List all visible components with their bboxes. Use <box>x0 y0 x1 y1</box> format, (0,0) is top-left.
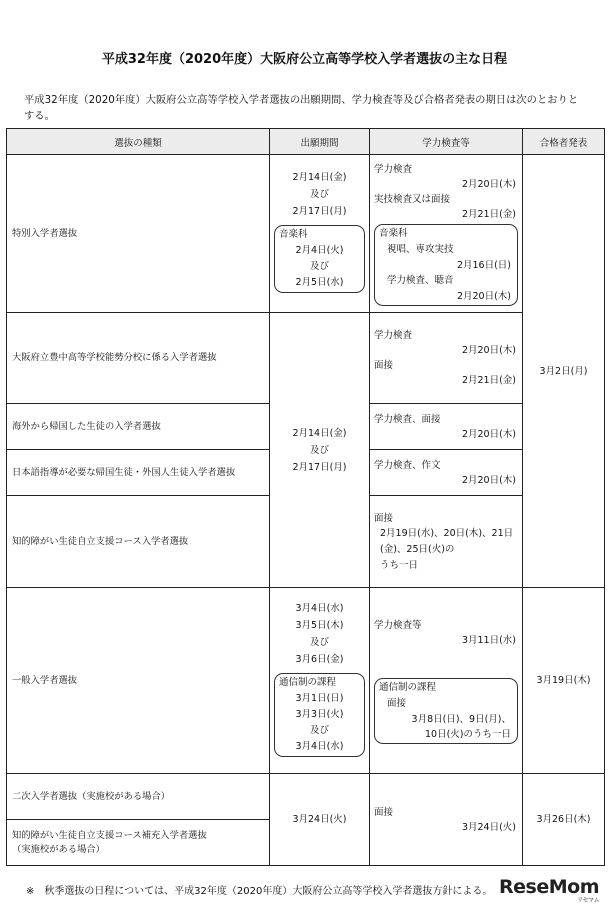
type-overseas: 海外から帰国した生徒の入学者選抜 <box>7 404 270 450</box>
exam-general: 学力検査等 3月11日(水) 通信制の課程 面接 3月8日(日)、9日(月)、 10日(火)のうち一日 <box>370 588 523 774</box>
result-second: 3月26日(木) <box>523 774 605 866</box>
header-result: 合格者発表 <box>523 129 605 155</box>
exam-japanese: 学力検査、作文 2月20日(木) <box>370 450 523 496</box>
result-general: 3月19日(木) <box>523 588 605 774</box>
footnote: ※ 秋季選抜の日程については、平成32年度（2020年度）大阪府公立高等学校入学者選抜方針による。 <box>26 886 493 897</box>
intro-text: 平成32年度（2020年度）大阪府公立高等学校入学者選抜の出願期間、学力検査等及び合格者発表の期日は次のとおりとする。 <box>24 94 579 122</box>
row-general <box>7 588 605 774</box>
exam-second: 面接 3月24日(火) <box>370 774 523 866</box>
header-type: 選抜の種類 <box>7 129 270 155</box>
type-second: 二次入学者選抜（実施校がある場合） <box>7 774 270 820</box>
type-disability: 知的障がい生徒自立支援コース入学者選抜 <box>7 496 270 588</box>
correspondence-exam-bracket: 通信制の課程 面接 3月8日(日)、9日(月)、 10日(火)のうち一日 <box>374 678 518 744</box>
music-bracket: 音楽科 2月4日(火) 及び 2月5日(水) <box>274 225 365 293</box>
app-second: 3月24日(火) <box>270 774 370 866</box>
row-second <box>7 774 605 820</box>
type-supplementary: 知的障がい生徒自立支援コース補充入学者選抜 （実施校がある場合） <box>7 820 270 866</box>
exam-toyonaka: 学力検査 2月20日(木) 面接 2月21日(金) <box>370 313 523 404</box>
exam-special: 学力検査 2月20日(木) 実技検査又は面接 2月21日(金) 音楽科 視唱、専攻実技 2月16日(日) 学力検査、聴音 2月20日(木) <box>370 155 523 313</box>
app-shared: 2月14日(金) 及び 2月17日(月) <box>270 313 370 588</box>
music-exam-bracket: 音楽科 視唱、専攻実技 2月16日(日) 学力検査、聴音 2月20日(木) <box>374 224 518 306</box>
correspondence-bracket: 通信制の課程 3月1日(日) 3月3日(火) 及び 3月4日(水) <box>274 673 365 757</box>
resemom-logo: ReseMom リセマム <box>499 876 599 904</box>
row-toyonaka <box>7 313 605 404</box>
schedule-table <box>6 128 605 866</box>
result-first: 3月2日(月) <box>523 155 605 588</box>
page-title: 平成32年度（2020年度）大阪府公立高等学校入学者選抜の主な日程 <box>101 52 508 67</box>
header-exam: 学力検査等 <box>370 129 523 155</box>
type-toyonaka: 大阪府立豊中高等学校能勢分校に係る入学者選抜 <box>7 313 270 404</box>
type-japanese: 日本語指導が必要な帰国生徒・外国人生徒入学者選抜 <box>7 450 270 496</box>
exam-disability: 面接 2月19日(水)、20日(木)、21日(金)、25日(火)の うち一日 <box>370 496 523 588</box>
type-special: 特別入学者選抜 <box>7 155 270 313</box>
exam-overseas: 学力検査、面接 2月20日(木) <box>370 404 523 450</box>
header-row <box>7 129 605 155</box>
type-general: 一般入学者選抜 <box>7 588 270 774</box>
app-special: 2月14日(金) 及び 2月17日(月) 音楽科 2月4日(火) 及び 2月5日(水) <box>270 155 370 313</box>
header-application: 出願期間 <box>270 129 370 155</box>
app-general: 3月4日(水) 3月5日(木) 及び 3月6日(金) 通信制の課程 3月1日(日) 3月3日(火) 及び 3月4日(水) <box>270 588 370 774</box>
row-special <box>7 155 605 313</box>
